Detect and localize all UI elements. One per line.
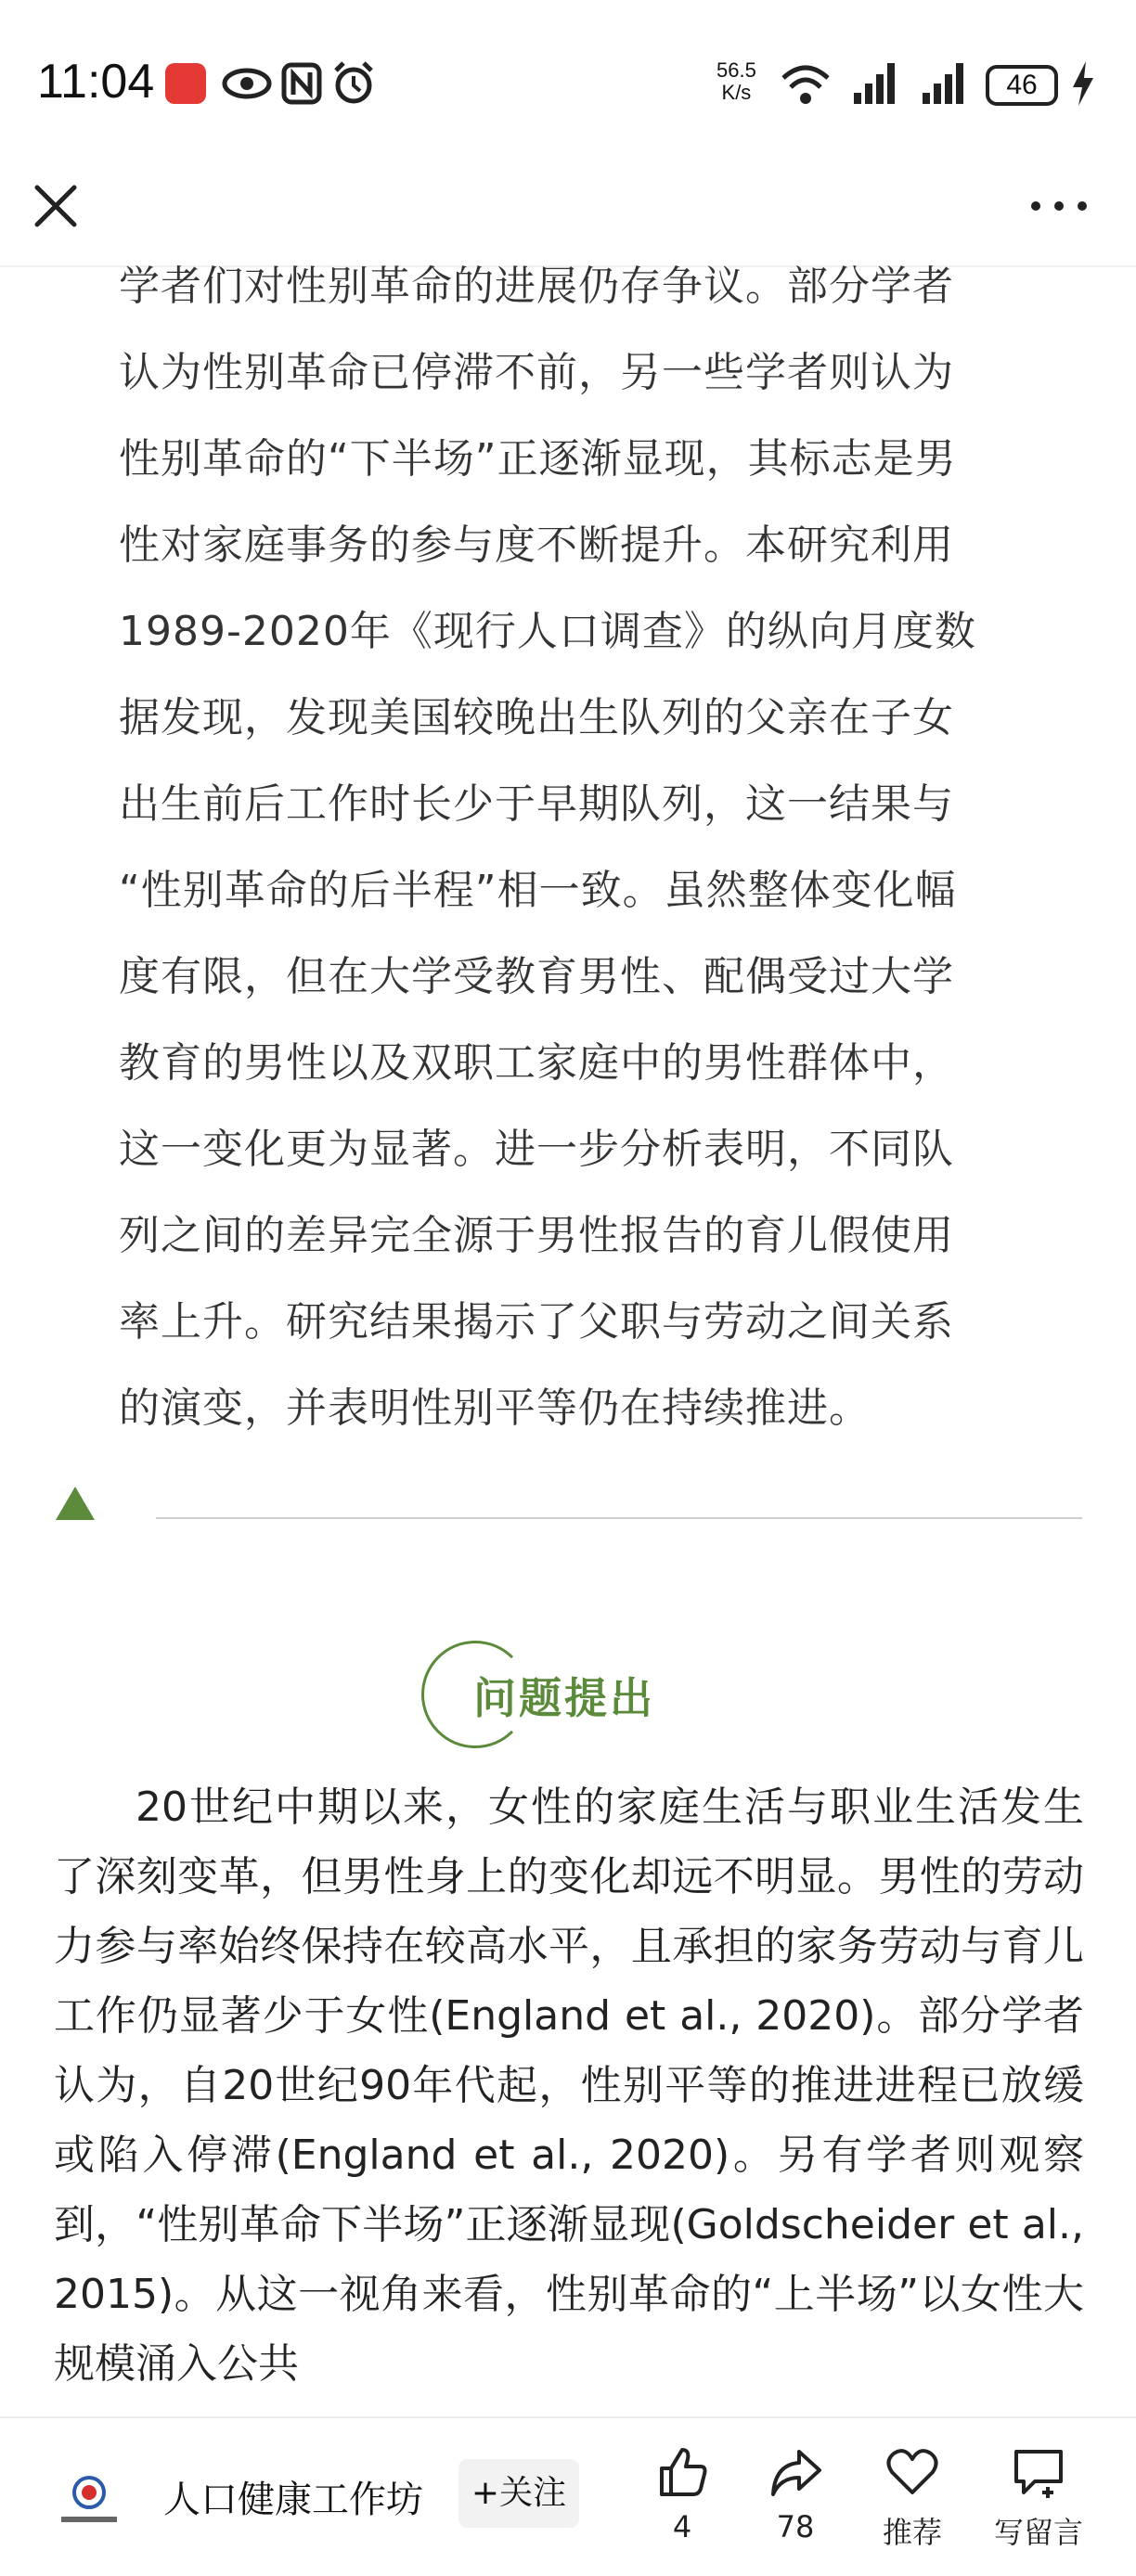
huawei-app-icon <box>165 63 206 104</box>
abstract-line: 性对家庭事务的参与度不断提升。本研究利用 <box>119 522 954 569</box>
recommend-button[interactable] <box>861 2444 963 2552</box>
section-divider <box>0 1475 1136 1522</box>
abstract-line: 1989-2020年《现行人口调查》的纵向月度数 <box>119 608 976 655</box>
status-bar <box>0 0 1136 158</box>
abstract-line: 率上升。研究结果揭示了父职与劳动之间关系 <box>119 1298 954 1346</box>
section-heading <box>408 1641 724 1752</box>
account-name[interactable]: 人口健康工作坊 <box>163 2479 423 2521</box>
heart-icon <box>884 2444 940 2500</box>
like-button[interactable] <box>631 2444 733 2544</box>
abstract-line: 列之间的差异完全源于男性报告的育儿假使用 <box>119 1212 954 1259</box>
network-speed-unit: K/s <box>721 81 752 104</box>
charging-icon <box>1067 58 1097 109</box>
wifi-icon <box>780 58 832 109</box>
status-time: 11:04 <box>37 55 155 109</box>
abstract-line: 性别革命的“下半场”正逐渐显现，其标志是男 <box>119 435 957 483</box>
battery-icon: 46 <box>986 65 1058 106</box>
recommend-label: 推荐 <box>882 2515 942 2550</box>
eye-icon <box>221 58 273 109</box>
divider-line <box>156 1517 1082 1519</box>
article-abstract <box>119 243 1028 1451</box>
abstract-line: 这一变化更为显著。进一步分析表明，不同队 <box>119 1126 954 1173</box>
network-speed-value: 56.5 <box>716 58 756 82</box>
follow-button[interactable]: +关注 <box>458 2459 579 2528</box>
like-count: 4 <box>672 2509 692 2544</box>
comment-button[interactable] <box>978 2444 1099 2552</box>
signal-icon-2 <box>919 58 971 109</box>
triangle-icon <box>54 1485 97 1522</box>
more-icon[interactable] <box>1026 178 1091 234</box>
section-title: 问题提出 <box>473 1673 655 1723</box>
abstract-line: 学者们对性别革命的进展仍存争议。部分学者 <box>119 263 954 310</box>
article-body <box>54 1772 1084 2399</box>
abstract-line: 的演变，并表明性别平等仍在持续推进。 <box>119 1385 871 1432</box>
thumbs-up-icon <box>654 2444 710 2500</box>
abstract-line: 据发现，发现美国较晚出生队列的父亲在子女 <box>119 694 954 741</box>
share-count: 78 <box>776 2509 815 2544</box>
abstract-line: 度有限，但在大学受教育男性、配偶受过大学 <box>119 953 954 1000</box>
alarm-icon <box>330 58 377 109</box>
signal-icon <box>850 58 902 109</box>
bottom-bar <box>0 2416 1136 2576</box>
abstract-line: 教育的男性以及双职工家庭中的男性群体中， <box>119 1039 954 1087</box>
close-icon[interactable] <box>28 178 84 234</box>
comment-label: 写留言 <box>993 2515 1083 2550</box>
share-button[interactable] <box>744 2444 846 2544</box>
abstract-line: “性别革命的后半程”相一致。虽然整体变化幅 <box>119 867 957 914</box>
account-logo-icon[interactable] <box>52 2465 126 2539</box>
comment-icon <box>1011 2444 1066 2500</box>
abstract-line: 认为性别革命已停滞不前，另一些学者则认为 <box>119 349 954 396</box>
abstract-line: 出生前后工作时长少于早期队列，这一结果与 <box>119 780 954 828</box>
share-icon <box>768 2444 823 2500</box>
nfc-icon <box>280 58 323 109</box>
network-speed <box>716 59 756 104</box>
body-paragraph: 20世纪中期以来，女性的家庭生活与职业生活发生了深刻变革，但男性身上的变化却远不明显。男性的劳动力参与率始终保持在较高水平，且承担的家务劳动与育儿工作仍显著少于女性(England et al., 2020)。部分学者认为，自20世纪90年代起，性别平等的推进进程已放缓或陷入停滞(England et al., 2020)。另有学者则观察到，“性别革命下半场”正逐渐显现(Goldscheider et al., 2015)。从这一视角来看，性别革命的“上半场”以女性大规模涌入公共 <box>54 1784 1084 2388</box>
